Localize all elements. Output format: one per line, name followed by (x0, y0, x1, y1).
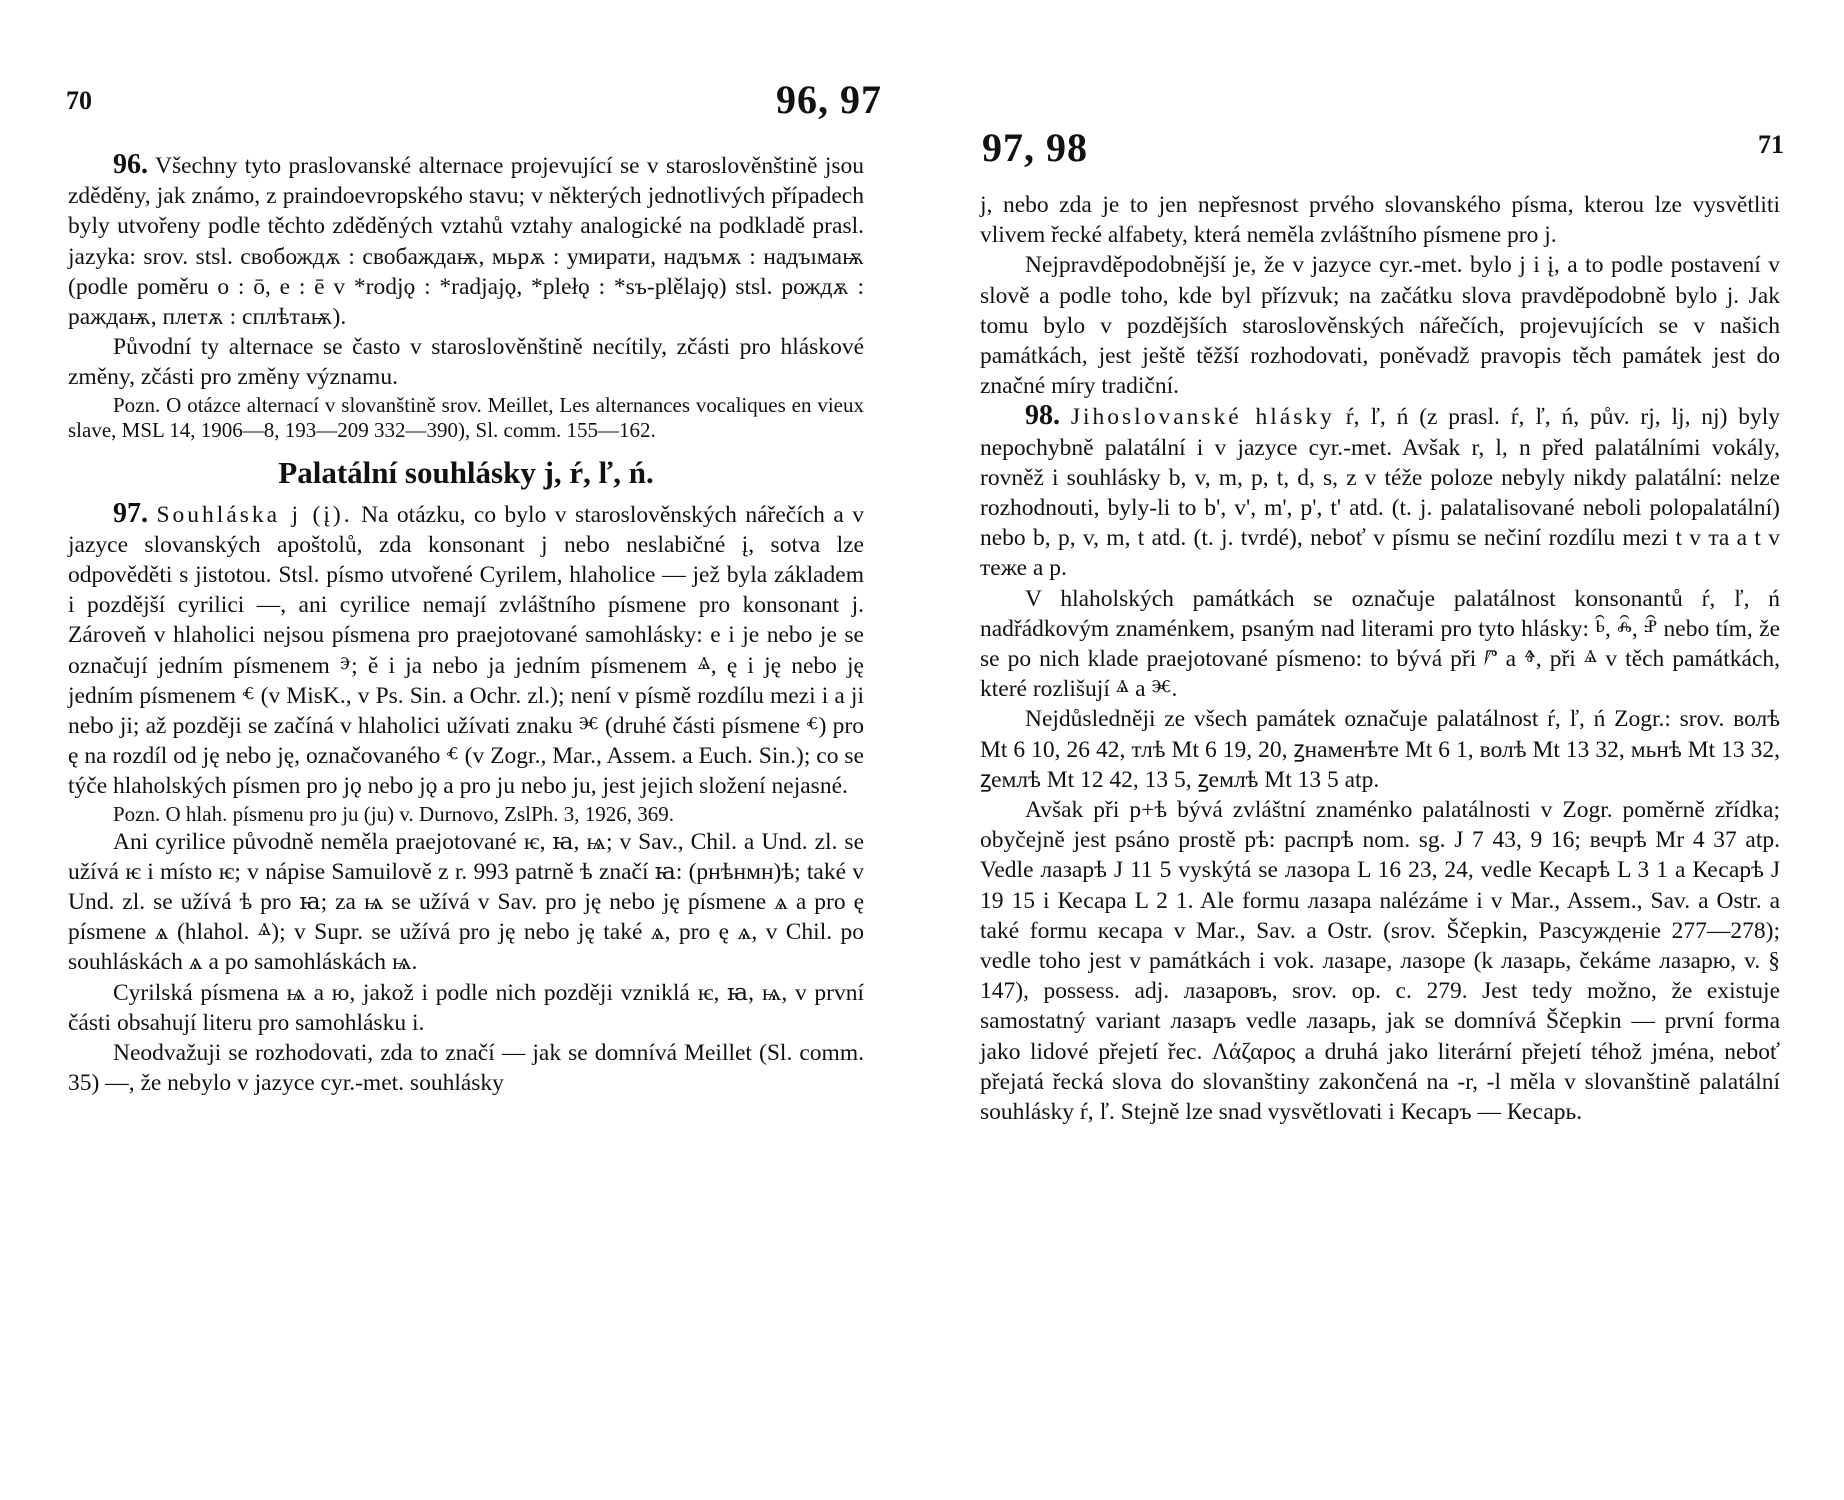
text-column (980, 190, 1780, 1127)
paragraph (68, 150, 864, 332)
paragraph: Původní ty alternace se často v staroslověnštině necítily, zčásti pro hláskové změny, zčásti pro změny významu. (68, 334, 864, 391)
footnote: Pozn. O otázce alternací v slovanštině srov. Meillet, Les alternances vocaliques en vieux slave, MSL 14, 1906—8, 193—209 332—390), Sl. comm. 155—162. (68, 392, 864, 442)
page-number: 70 (66, 86, 92, 115)
paragraph-text: ŕ, ľ, ń (z prasl. ŕ, ľ, ń, pův. rj, lj, nj) byly nepochybně palatální i v jazyce cyr.-met. Avšak r, l, n před palatálními vokály, rovněž i souhlásky b, v, m, p, t, d, s, z v téže poloze nebyly nikdy palatální: nelze rozhodnouti, byly-li to b', v', m', p', t' atd. (t. j. palatalisované neboli polopalatální) nebo b, p, v, m, t atd. (t. j. tvrdé), neboť v písmu se nečiní rozdílu mezi t v та a t v теже a p. (980, 404, 1781, 582)
right-page (922, 0, 1844, 1500)
section-number: 96. (113, 149, 148, 180)
paragraph-text: Všechny tyto praslovanské alternace projevující se v staroslověnštině jsou zděděny, jak známo, z praindoevropského stavu; v některých jednotlivých případech byly utvořeny podle těchto zděděných vztahů vztahy analogické na podkladě prasl. jazyka: srov. stsl. свобождѫ : свобаждаѭ, мьрѫ : умирати, надъмѫ : надъıмаѭ (podle poměru o : ō, e : ē v *rodjǫ : *radjajǫ, *plełǫ : *sъ-plělajǫ) stsl. рождѫ : раждаѭ, плетѫ : сплѣтаѭ). (68, 153, 865, 331)
paragraph-text: Na otázku, co bylo v staroslověnských nářečích a v jazyce slovanských apoštolů, zda konsonant j nebo neslabičné į, sotva lze odpověděti s jistotou. Stsl. písmo utvořené Cyrilem, hlaholice — jež byla základem i pozdější cyrilici —, ani cyrilice nemají zvláštního písmene pro konsonant j. Zároveň v hlaholici nejsou písmena pro praejotované samohlásky: e i je nebo je se označují jedním písmenem ⰵ; ě i ja nebo ja jedním písmenem ⱑ, ę i ję nebo ję jedním písmenem ⱔ (v MisK., v Ps. Sin. a Ochr. zl.); není v písmě rozdílu mezi i a ji nebo ji; až později se začíná v hlaholici užívati znaku ⱗ (druhé části písmene ⱔ) pro ę na rozdíl od ję nebo ję, označovaného ⱔ (v Zogr., Mar., Assem. a Euch. Sin.); co se týče hlaholských písmen pro jǫ nebo jǫ a pro ju nebo ju, jest jejich složení nejasné. (68, 501, 865, 800)
paragraph: Neodvažuji se rozhodovati, zda to značí — jak se domnívá Meillet (Sl. comm. 35) —, že nebylo v jazyce cyr.-met. souhlásky (68, 1040, 864, 1097)
section-number: 98. (1025, 400, 1060, 432)
paragraph (980, 401, 1780, 583)
paragraph: Nejdůsledněji ze všech památek označuje palatálnost ŕ, ľ, ń Zogr.: srov. волѣ Mt 6 10, 26 42, тлѣ Mt 6 19, 20, ꙁнаменѣте Mt 6 1, волѣ Mt 13 32, мьнѣ Mt 13 32, ꙁемлѣ Mt 12 42, 13 5, ꙁемлѣ Mt 13 5 atp. (980, 706, 1780, 793)
section-lead: Souhláska j (į). (156, 501, 353, 528)
paragraph: V hlaholských památkách se označuje palatálnost konsonantů ŕ, ľ, ń nadřádkovým znaménkem, psaným nad literami pro tyto hlásky: ⱃ҄, ⰾ҄, ⱀ҄ nebo tím, že se po nich klade praejotované písmeno: to bývá při ⱓ a ⱖ, při ⱑ v těch památkách, které rozlišují ⱑ a ⱗ. (980, 585, 1780, 703)
paragraph: Cyrilská písmena ѩ a ю, jakož i podle nich později vzniklá ѥ, ꙗ, ѩ, v první části obsahují literu pro samohlásku i. (68, 979, 864, 1036)
section-number: 97. (113, 497, 148, 529)
section-range-header: 96, 97 (776, 77, 882, 122)
paragraph: Ani cyrilice původně neměla praejotované ѥ, ꙗ, ѩ; v Sav., Chil. a Und. zl. se užívá ѥ i místo ѥ; v nápise Samuilově z r. 993 patrně ѣ značí ꙗ: (рнѣнмн)ѣ; také v Und. zl. se užívá ѣ pro ꙗ; za ѩ se užívá v Sav. pro ję nebo ję písmene ѧ a pro ę písmene ѧ (hlahol. ⱑ); v Supr. se užívá pro ję nebo ję také ѧ, pro ę ѧ, v Chil. po souhláskách ѧ a po samohláskách ѩ. (68, 828, 864, 976)
paragraph: Nejpravděpodobnější je, že v jazyce cyr.-met. bylo j i į, a to podle postavení v slově a podle toho, kde byl přízvuk; na začátku slova pravděpodobně bylo j. Jak tomu bylo v pozdějších staroslověnských nářečích, projevujících se v našich památkách, jest ještě těžší rozhodovati, poněvadž pravopis těch památek jest do značné míry tradiční. (980, 252, 1780, 400)
paragraph (68, 499, 864, 802)
subheading: Palatální souhlásky j, ŕ, ľ, ń. (278, 454, 654, 490)
footnote: Pozn. O hlah. písmenu pro ju (ju) v. Durnovo, ZslPh. 3, 1926, 369. (113, 801, 674, 826)
section-lead: Jihoslovanské hlásky (1070, 404, 1335, 431)
text-column (68, 150, 864, 1098)
paragraph: j, nebo zda je to jen nepřesnost prvého slovanského písma, kterou lze vysvětliti vlivem řecké alfabety, která neměla zvláštního písmene pro j. (980, 192, 1780, 249)
paragraph: Avšak při р+ѣ bývá zvláštní znaménko palatálnosti v Zogr. poměrně zřídka; obyčejně jest psáno prostě рѣ: распрѣ nom. sg. J 7 43, 9 16; вечрѣ Mr 4 37 atp. Vedle лазарѣ J 11 5 vyskýtá se лазора L 16 23, 24, vedle Кесарѣ L 3 1 a Кесарѣ J 19 15 i Кесара L 2 1. Ale formu лазара nalézáme i v Mar., Assem., Sav. a Ostr. a také formu кесара v Mar., Sav. a Ostr. (srov. Ščepkin, Разсужденіе 277—278); vedle toho jest v památkách i vok. лазаре, лазоре (k лазарь, čekáme лазарю, v. § 147), possess. adj. лазаровъ, srov. op. c. 279. Jest tedy možno, že existuje samostatný variant лазаръ vedle лазарь, jak se domnívá Ščepkin — první forma jako lidové přejetí řec. Λάζαρος a druhá jako literární přejetí téhož jména, neboť přejatá řecká slova do slovanštiny zakončená na -r, -l měla v slovanštině palatální souhlásky ŕ, ľ. Stejně lze snad vysvětlovati i Кесаръ — Кесарь. (980, 797, 1780, 1126)
page-number: 71 (1758, 130, 1784, 159)
section-range-header: 97, 98 (982, 125, 1088, 170)
